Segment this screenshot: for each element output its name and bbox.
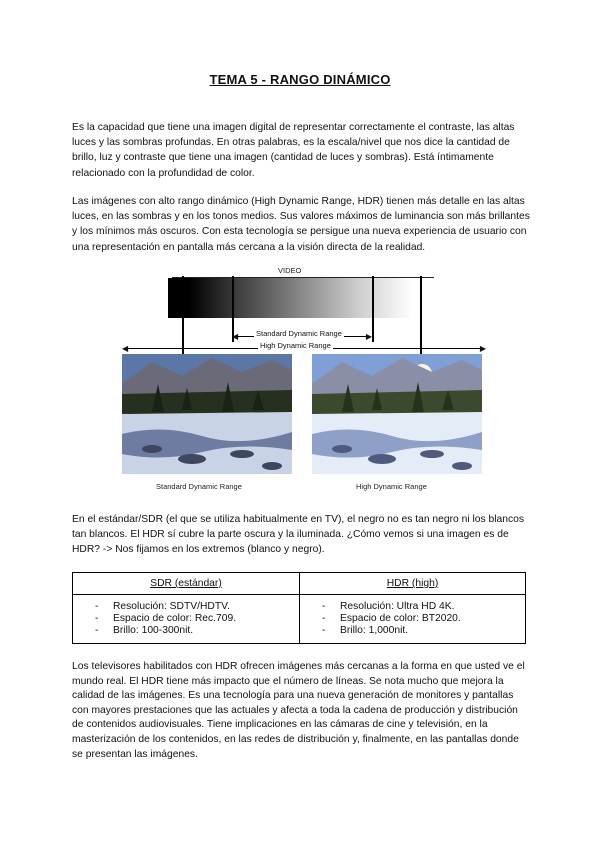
hdr-tv-paragraph: Los televisores habilitados con HDR ofrecen imágenes más cercanas a la forma en que usted ve el mundo real. El HDR tiene más impacto que el número de líneas. Se nota mucho que mejora la calidad de las imágenes. Es una tecnología para una nueva generación de monitores y pantallas con mayores prestaciones que las actuales y afecta a toda la cadena de producción y distribución de contenidos audiovisuales. Tiene implicaciones en las cámaras de cine y televisión, en la masterización de los contenidos, en las redes de distribución y, finalmente, en las pantallas donde se presentan las imágenes.: [72, 661, 525, 760]
arrow-left-icon: ◀: [122, 344, 129, 353]
sdr-right-marker: [372, 276, 374, 342]
table-header-hdr: [300, 573, 525, 595]
hdr-feature-list: [322, 601, 525, 637]
sdr-vs-hdr-paragraph: En el estándar/SDR (el que se utiliza habitualmente en TV), el negro no es tan negro ni los blancos tan blancos. El HDR sí cubre la parte oscura y la iluminada. ¿Cómo vemos si una imagen es de HDR? -> Nos fijamos en los extremos (blanco y negro).: [72, 514, 524, 556]
list-item: - Resolución: Ultra HD 4K.: [322, 601, 525, 613]
intro-paragraph: Es la capacidad que tiene una imagen digital de representar correctamente el contraste, las altas luces y las sombras profundas. En otras palabras, es la escala/nivel que nos dice la cantidad de brillo, luz y contraste que tiene una imagen (cantidad de luces y sombras). Está íntimamente relacionado con la profundidad de color.: [72, 122, 515, 179]
sdr-hdr-comparison-table: [72, 572, 526, 644]
hdr-image-caption: High Dynamic Range: [356, 482, 427, 491]
list-item: - Espacio de color: BT2020.: [322, 613, 525, 625]
hdr-range-label: High Dynamic Range: [260, 341, 331, 350]
sdr-range-label: Standard Dynamic Range: [256, 329, 342, 338]
sdr-image-caption: Standard Dynamic Range: [156, 482, 242, 491]
dynamic-range-figure: [120, 266, 492, 498]
table-header-hdr-label: HDR (high): [386, 578, 439, 589]
list-item: - Resolución: SDTV/HDTV.: [95, 601, 299, 613]
list-item: - Brillo: 100-300nit.: [95, 625, 299, 637]
table-column-sdr: [73, 595, 300, 643]
luminance-gradient-bar: [168, 278, 434, 318]
sdr-landscape-image: [122, 354, 292, 474]
arrow-left-icon: ◀: [232, 332, 239, 341]
arrow-right-icon: ▶: [365, 332, 372, 341]
list-item: - Brillo: 1,000nit.: [322, 625, 525, 637]
table-header-sdr: [73, 573, 300, 595]
page-title: TEMA 5 - RANGO DINÁMICO: [209, 72, 391, 87]
sdr-feature-list: [95, 601, 299, 637]
arrow-right-icon: ▶: [479, 344, 486, 353]
table-header-sdr-label: SDR (estándar): [150, 578, 222, 589]
table-column-hdr: [300, 595, 525, 643]
hdr-description-paragraph: Las imágenes con alto rango dinámico (High Dynamic Range, HDR) tienen más detalle en las altas luces, en las sombras y en los tonos medios. Sus valores máximos de luminancia son más brillantes y los mínimos más oscuros. Con esta tecnología se persigue una nueva experiencia de usuario con una representación en pantalla más cercana a la visión directa de la realidad.: [72, 196, 530, 253]
list-item: - Espacio de color: Rec.709.: [95, 613, 299, 625]
hdr-landscape-image: [312, 354, 482, 474]
hdr-left-marker: [182, 276, 184, 354]
hdr-right-marker: [420, 276, 422, 354]
video-label: VIDEO: [278, 266, 302, 275]
